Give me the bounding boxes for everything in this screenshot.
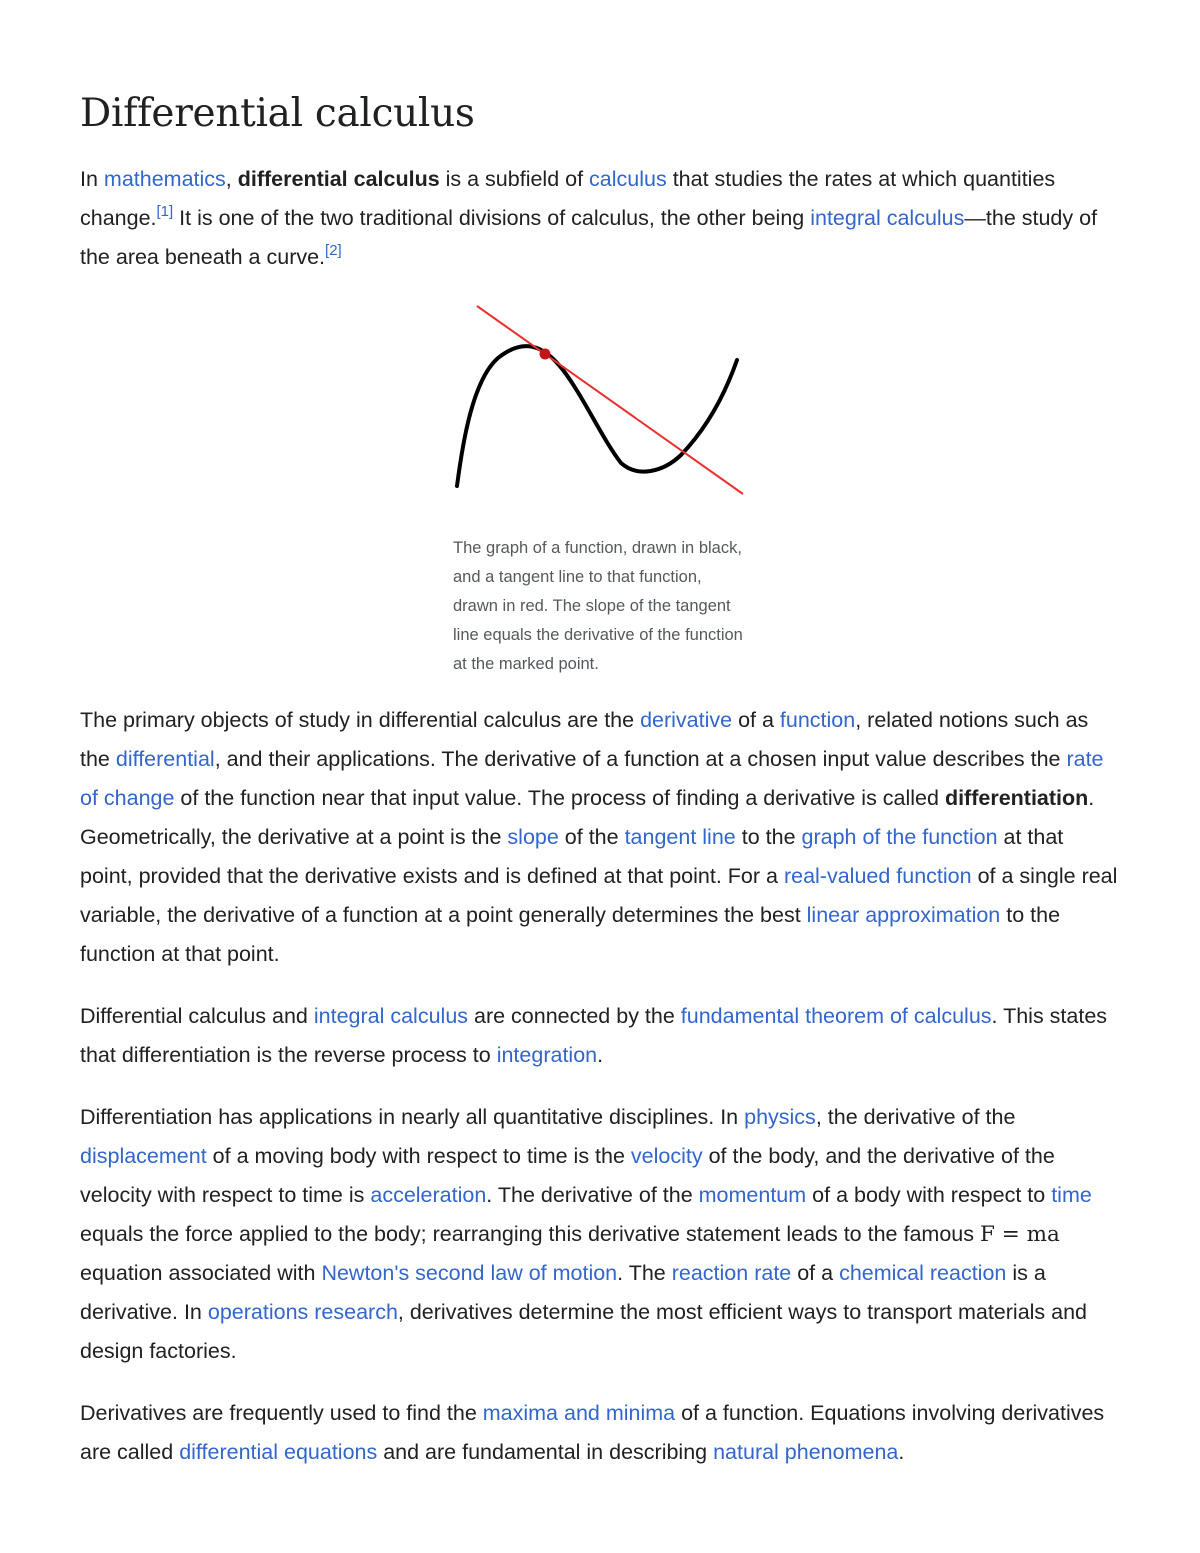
link-natural-phenomena[interactable]: natural phenomena <box>713 1440 899 1464</box>
text-run: at that point, provided that the derivative exists and is defined at that point. For a <box>80 825 1064 888</box>
link-newtons-second-law[interactable]: Newton's second law of motion <box>321 1261 618 1285</box>
bold-term: differential calculus <box>237 167 440 191</box>
link-slope[interactable]: slope <box>507 825 559 849</box>
link-tangent-line[interactable]: tangent line <box>624 825 736 849</box>
text-run: of the function near that input value. The process of finding a derivative is called <box>174 786 945 810</box>
paragraph-derivative <box>80 701 1120 974</box>
text-run: . The derivative of the <box>486 1183 699 1207</box>
tangent-point <box>540 349 551 360</box>
text-run: , the derivative of the <box>815 1105 1016 1129</box>
text-run: and are fundamental in describing <box>377 1440 714 1464</box>
text-run: equation associated with <box>80 1261 322 1285</box>
intro-paragraph <box>80 160 1120 277</box>
text-run: of the body, and the derivative of the velocity with respect to time is <box>80 1144 1055 1207</box>
reference-link-1[interactable]: [1] <box>156 203 174 220</box>
link-graph-of-function[interactable]: graph of the function <box>801 825 998 849</box>
text-run: In <box>80 167 104 191</box>
text-run: —the study of the area beneath a curve. <box>80 206 1098 269</box>
text-run: of a <box>732 708 780 732</box>
link-differential-equations[interactable]: differential equations <box>179 1440 378 1464</box>
paragraph-extrema <box>80 1394 1120 1472</box>
link-velocity[interactable]: velocity <box>630 1144 703 1168</box>
link-fundamental-theorem[interactable]: fundamental theorem of calculus <box>680 1004 992 1028</box>
link-function[interactable]: function <box>779 708 856 732</box>
text-run: are connected by the <box>468 1004 681 1028</box>
text-run: that studies the rates at which quantities change. <box>80 167 1056 230</box>
bold-term: differentiation <box>944 786 1089 810</box>
link-momentum[interactable]: momentum <box>698 1183 807 1207</box>
link-time[interactable]: time <box>1051 1183 1092 1207</box>
link-derivative[interactable]: derivative <box>640 708 733 732</box>
text-run: to the <box>735 825 802 849</box>
text-run: Differentiation has applications in nearly all quantitative disciplines. In <box>80 1105 745 1129</box>
text-run: of a <box>791 1261 840 1285</box>
link-acceleration[interactable]: acceleration <box>370 1183 487 1207</box>
link-chemical-reaction[interactable]: chemical reaction <box>839 1261 1007 1285</box>
link-mathematics[interactable]: mathematics <box>103 167 226 191</box>
link-integration[interactable]: integration <box>496 1043 598 1067</box>
link-rate-of-change[interactable]: rate of change <box>80 747 1104 810</box>
paragraph-applications <box>80 1098 1120 1371</box>
tangent-line <box>477 306 743 494</box>
text-run: of a body with respect to <box>806 1183 1052 1207</box>
text-run: It is one of the two traditional divisions of calculus, the other being <box>173 206 811 230</box>
text-run: Derivatives are frequently used to find the <box>80 1401 483 1425</box>
link-integral-calculus[interactable]: integral calculus <box>810 206 965 230</box>
text-run: . The <box>617 1261 672 1285</box>
text-run: The primary objects of study in differential calculus are the <box>80 708 641 732</box>
text-run: , related notions such as the <box>80 708 1089 771</box>
math-equation: F = ma <box>979 1222 1060 1247</box>
text-run: . <box>597 1043 604 1067</box>
text-run: , and their applications. The derivative of a function at a chosen input value describes the <box>214 747 1067 771</box>
link-differential[interactable]: differential <box>115 747 215 771</box>
text-run: . This states that differentiation is the reverse process to <box>80 1004 1108 1067</box>
link-maxima-minima[interactable]: maxima and minima <box>482 1401 676 1425</box>
text-run: to the function at that point. <box>80 903 1061 966</box>
link-linear-approximation[interactable]: linear approximation <box>806 903 1001 927</box>
text-run: of a single real variable, the derivative of a function at a point generally determines the best <box>80 864 1118 927</box>
link-displacement[interactable]: displacement <box>80 1144 207 1168</box>
paragraph-fundamental-theorem <box>80 997 1120 1075</box>
figure-caption: The graph of a function, drawn in black, and a tangent line to that function, drawn in red. The slope of the tangent line equals the derivative of the function at the marked point. <box>453 539 743 673</box>
tangent-diagram[interactable] <box>453 300 753 500</box>
text-run: Differential calculus and <box>80 1004 314 1028</box>
reference-link-2[interactable]: [2] <box>325 242 342 259</box>
text-run: , <box>225 167 238 191</box>
text-run: is a derivative. In <box>80 1261 1046 1324</box>
figure-tangent-line <box>453 300 753 679</box>
text-run: of the <box>558 825 625 849</box>
text-run: of a moving body with respect to time is the <box>206 1144 631 1168</box>
link-calculus[interactable]: calculus <box>589 167 667 191</box>
link-integral-calculus[interactable]: integral calculus <box>313 1004 469 1028</box>
link-real-valued-function[interactable]: real-valued function <box>783 864 972 888</box>
link-reaction-rate[interactable]: reaction rate <box>671 1261 792 1285</box>
function-curve <box>457 346 737 486</box>
text-run: . <box>898 1440 905 1464</box>
text-run: , derivatives determine the most efficient ways to transport materials and design factories. <box>80 1300 1088 1363</box>
text-run: equals the force applied to the body; rearranging this derivative statement leads to the famous <box>80 1222 980 1246</box>
link-physics[interactable]: physics <box>744 1105 816 1129</box>
text-run: of a function. Equations involving derivatives are called <box>80 1401 1105 1464</box>
text-run: is a subfield of <box>439 167 590 191</box>
page-title: Differential calculus <box>80 91 475 136</box>
text-run: . Geometrically, the derivative at a point is the <box>80 786 1095 849</box>
link-operations-research[interactable]: operations research <box>207 1300 398 1324</box>
